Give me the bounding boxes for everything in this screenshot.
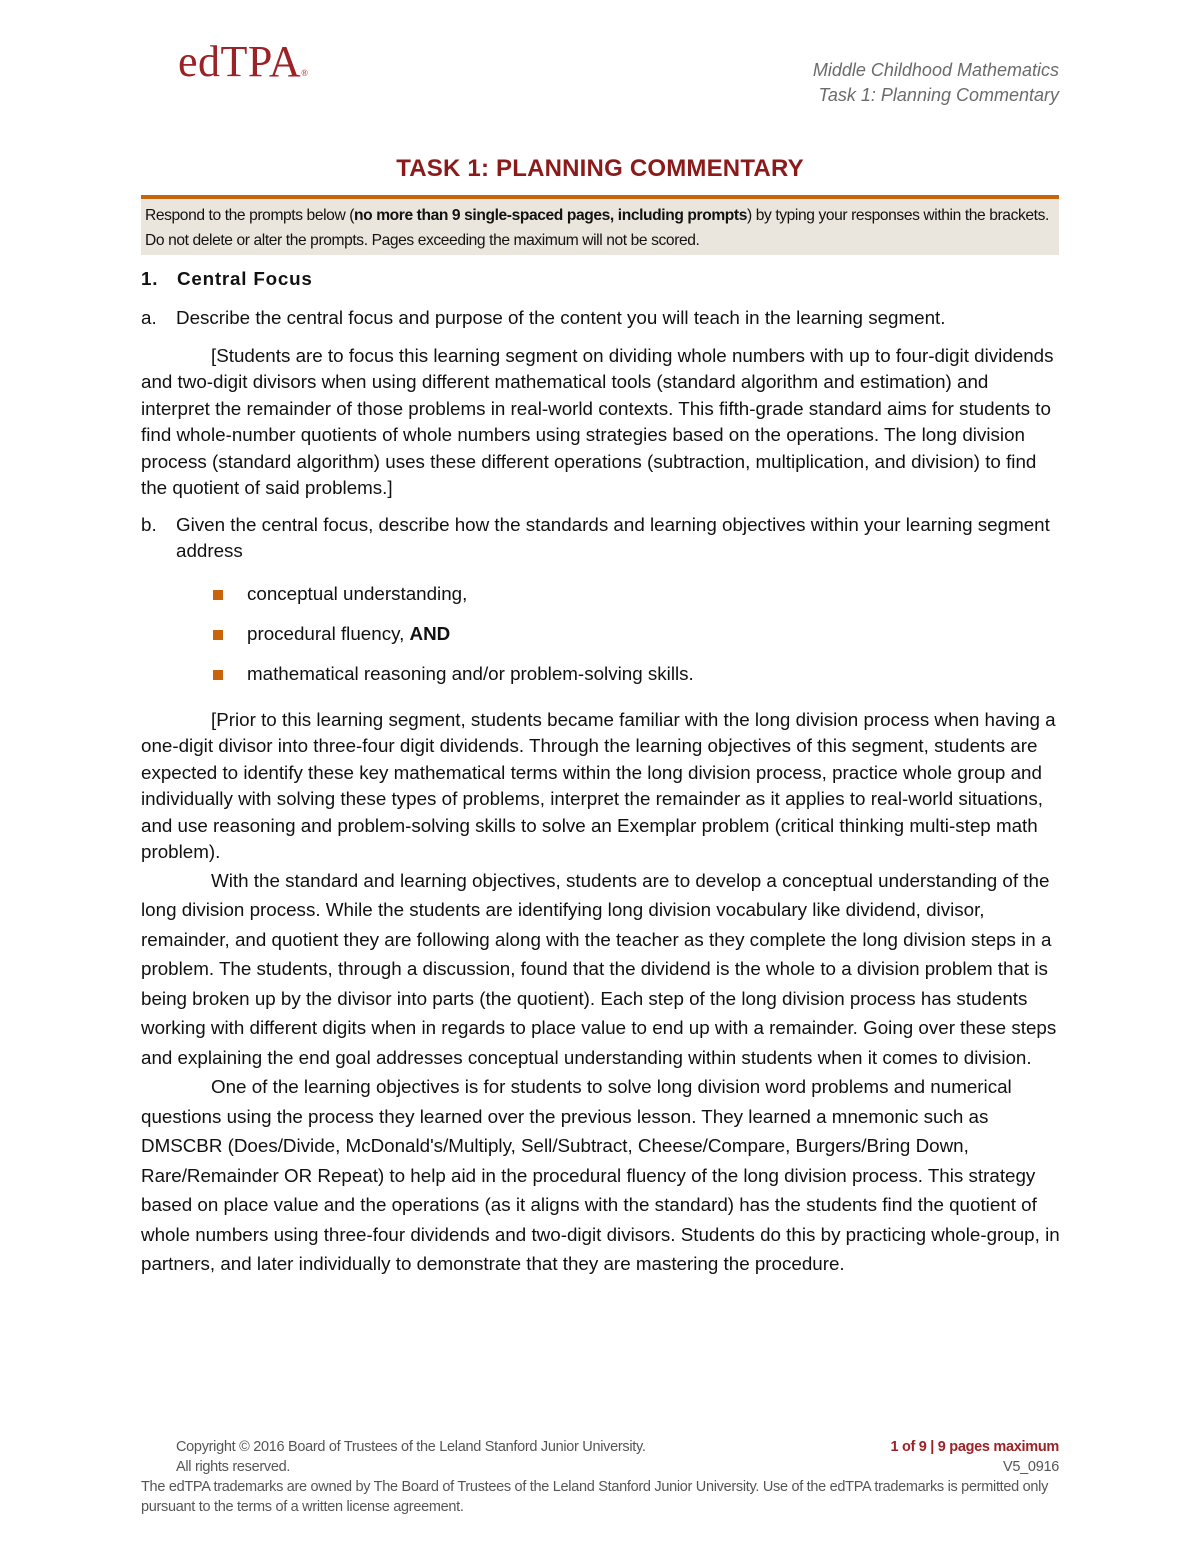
- registered-mark: ®: [301, 68, 309, 78]
- header-task: Task 1: Planning Commentary: [818, 85, 1059, 105]
- instructions-box: Respond to the prompts below (no more than 9 single-spaced pages, including prompts) by typing your responses within the brackets. Do not delete or alter the prompts. Pages exceeding the maximum will not be scored.: [141, 199, 1059, 255]
- prompt-b-bullets: [141, 581, 1061, 701]
- prompt-a: a. Describe the central focus and purpose of the content you will teach in the learning segment.: [141, 307, 946, 328]
- response-b: [141, 707, 1061, 1279]
- header-subject: Middle Childhood Mathematics: [812, 60, 1059, 80]
- response-a: [141, 343, 1061, 502]
- list-item: procedural fluency, AND: [211, 621, 1061, 661]
- square-bullet-icon: [213, 630, 223, 640]
- list-item: conceptual understanding,: [211, 581, 1061, 621]
- footer-rights: All rights reserved.: [176, 1459, 291, 1475]
- response-paragraph: [Prior to this learning segment, students became familiar with the long division process when having a one-digit divisor into three-four digit dividends. Through the learning objectives of this segment, students are expected to identify these key mathematical terms within the long division process, practice whole group and individually with solving these types of problems, interpret the remainder as it applies to real-world situations, and use reasoning and problem-solving skills to solve an Exemplar problem (critical thinking multi-step math problem).: [141, 708, 1056, 862]
- page-number: 1 of 9 | 9 pages maximum: [890, 1439, 1059, 1455]
- edtpa-logo: edTPA®: [178, 37, 309, 86]
- commentary-body: [141, 265, 1061, 1279]
- section-heading: 1. Central Focus: [141, 268, 313, 289]
- square-bullet-icon: [213, 590, 223, 600]
- prompt-b: b. Given the central focus, describe how the standards and learning objectives within your learning segment address: [141, 513, 1050, 561]
- response-paragraph: One of the learning objectives is for students to solve long division word problems and numerical questions using the process they learned over the previous lesson. They learned a mnemonic such as DMSCBR (Does/Divide, McDonald's/Multiply, Sell/Subtract, Cheese/Compare, Burgers/Bring Down, Rare/Remainder OR Repeat) to help aid in the procedural fluency of the long division process. This strategy based on place value and the operations (as it aligns with the standard) has the students find the quotient of whole numbers using three-four dividends and two-digit divisors. Students do this by practicing whole-group, in partners, and later individually to demonstrate that they are mastering the procedure.: [141, 1076, 1060, 1274]
- version-label: V5_0916: [1003, 1459, 1059, 1475]
- response-paragraph: [Students are to focus this learning segment on dividing whole numbers with up to four-digit dividends and two-digit divisors when using different mathematical tools (standard algorithm and estimation) and interpret the remainder of those problems in real-world contexts. This fifth-grade standard aims for students to find whole-number quotients of whole numbers using strategies based on the operations. The long division process (standard algorithm) uses these different operations (subtraction, multiplication, and division) to find the quotient of said problems.]: [141, 344, 1054, 498]
- page-footer: [141, 1437, 1059, 1517]
- square-bullet-icon: [213, 670, 223, 680]
- page-title: TASK 1: PLANNING COMMENTARY: [396, 155, 804, 182]
- list-item: mathematical reasoning and/or problem-solving skills.: [211, 661, 1061, 701]
- page-header-info: [813, 58, 1059, 108]
- footer-trademark: The edTPA trademarks are owned by The Board of Trustees of the Leland Stanford Junior University. Use of the edTPA trademarks is permitted only pursuant to the terms of a written license agreement.: [141, 1479, 1049, 1515]
- instructions-page-limit: no more than 9 single-spaced pages, including prompts: [354, 207, 747, 224]
- footer-copyright: Copyright © 2016 Board of Trustees of the Leland Stanford Junior University.: [176, 1439, 646, 1455]
- response-paragraph: With the standard and learning objectives, students are to develop a conceptual understanding of the long division process. While the students are identifying long division vocabulary like dividend, divisor, remainder, and quotient they are following along with the teacher as they complete the long division steps in a problem. The students, through a discussion, found that the dividend is the whole to a division problem that is being broken up by the divisor into parts (the quotient). Each step of the long division process has students working with different digits when in regards to place value to end up with a remainder. Going over these steps and explaining the end goal addresses conceptual understanding within students when it comes to division.: [141, 869, 1057, 1068]
